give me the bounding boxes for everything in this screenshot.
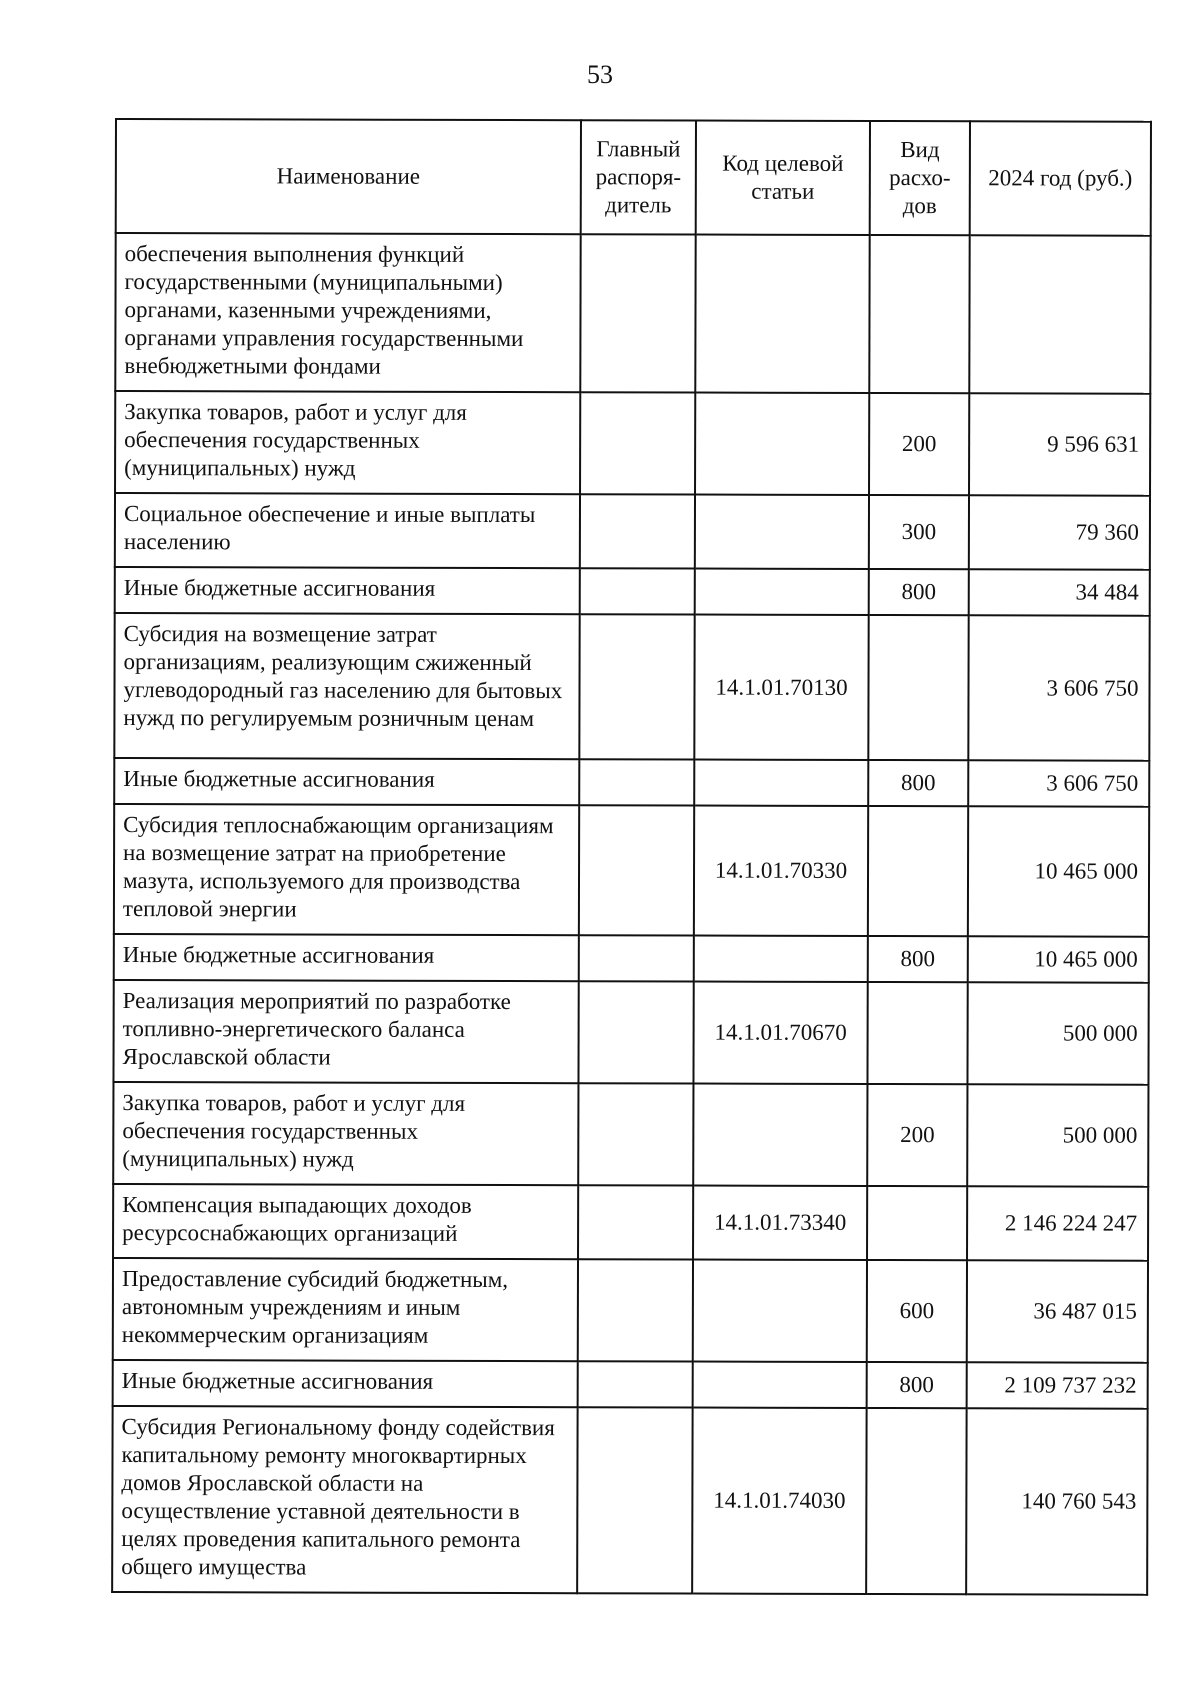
row-amount-cell: 2 146 224 247	[967, 1186, 1148, 1260]
table-row	[114, 804, 1149, 937]
row-target-code-cell	[694, 760, 868, 806]
row-target-code-cell	[694, 936, 868, 982]
row-name-cell: Компенсация выпадающих доходов ресурсоснабжающих организаций	[113, 1184, 578, 1259]
row-amount-cell	[969, 235, 1150, 393]
table-row	[114, 613, 1149, 761]
row-main-manager-cell	[579, 759, 694, 805]
table-row	[115, 493, 1150, 570]
row-expense-type-cell	[868, 806, 968, 936]
table-row	[113, 980, 1148, 1085]
row-expense-type-cell: 800	[868, 760, 968, 806]
row-name-cell: Иные бюджетные ассигнования	[114, 758, 579, 805]
row-main-manager-cell	[580, 392, 695, 494]
row-expense-type-cell	[866, 1408, 966, 1594]
row-name-cell: Иные бюджетные ассигнования	[114, 934, 579, 981]
table-row	[113, 1258, 1148, 1363]
row-expense-type-cell: 600	[867, 1260, 967, 1362]
row-expense-type-cell	[868, 615, 968, 760]
row-name-cell: Субсидия на возмещение затрат организациям, реализующим сжиженный углеводородный газ населению для бытовых нужд по регулируемым розничным ценам	[114, 613, 579, 759]
row-expense-type-cell: 200	[867, 1084, 967, 1186]
header-expense-type: Вид расхо-дов	[870, 121, 970, 235]
table-row	[115, 233, 1150, 394]
row-name-cell: Субсидия теплоснабжающим организациям на возмещение затрат на приобретение мазута, используемого для производства тепловой энергии	[114, 804, 579, 935]
row-target-code-cell: 14.1.01.70330	[694, 806, 868, 936]
row-name-cell: Социальное обеспечение и иные выплаты населению	[115, 493, 580, 568]
row-name-cell: Реализация мероприятий по разработке топливно-энергетического баланса Ярославской области	[113, 980, 578, 1083]
row-target-code-cell	[695, 569, 869, 615]
table-row	[112, 1406, 1147, 1595]
row-main-manager-cell	[578, 1361, 693, 1407]
row-name-cell: обеспечения выполнения функций государственными (муниципальными) органами, казенными учреждениями, органами управления государственными внебюджетными фондами	[115, 233, 580, 392]
header-target-code: Код целевой статьи	[696, 121, 870, 235]
row-amount-cell: 9 596 631	[969, 393, 1150, 495]
row-target-code-cell: 14.1.01.70670	[693, 982, 867, 1084]
header-amount-2024: 2024 год (руб.)	[970, 121, 1151, 235]
page-number: 53	[587, 60, 613, 89]
row-amount-cell: 10 465 000	[968, 936, 1149, 982]
row-target-code-cell	[693, 1362, 867, 1408]
row-expense-type-cell	[867, 982, 967, 1084]
row-expense-type-cell	[869, 235, 969, 393]
budget-table	[111, 118, 1152, 1596]
row-target-code-cell	[695, 393, 869, 495]
row-target-code-cell	[695, 235, 869, 393]
row-target-code-cell: 14.1.01.73340	[693, 1186, 867, 1260]
header-name: Наименование	[116, 119, 581, 234]
row-amount-cell: 34 484	[969, 569, 1150, 615]
row-amount-cell: 3 606 750	[968, 760, 1149, 806]
table-row	[113, 1360, 1148, 1409]
table-header-row	[116, 119, 1151, 236]
row-main-manager-cell	[579, 614, 694, 759]
row-main-manager-cell	[578, 981, 693, 1083]
row-name-cell: Закупка товаров, работ и услуг для обеспечения государственных (муниципальных) нужд	[113, 1082, 578, 1185]
row-target-code-cell	[693, 1260, 867, 1362]
row-name-cell: Иные бюджетные ассигнования	[115, 567, 580, 614]
row-target-code-cell	[693, 1084, 867, 1186]
row-amount-cell: 3 606 750	[968, 615, 1149, 760]
row-main-manager-cell	[578, 1185, 693, 1259]
row-amount-cell: 79 360	[969, 495, 1150, 569]
row-main-manager-cell	[578, 1259, 693, 1361]
row-target-code-cell: 14.1.01.74030	[692, 1408, 866, 1594]
table-body	[112, 233, 1151, 1595]
row-amount-cell: 36 487 015	[967, 1260, 1148, 1362]
row-main-manager-cell	[580, 234, 695, 392]
table-row	[115, 391, 1150, 496]
row-name-cell: Субсидия Региональному фонду содействия капитальному ремонту многоквартирных домов Ярославской области на осуществление уставной деятельности в целях проведения капитального ремонта общего имущества	[112, 1406, 577, 1593]
row-expense-type-cell: 200	[869, 393, 969, 495]
row-expense-type-cell	[867, 1186, 967, 1260]
row-target-code-cell	[695, 495, 869, 569]
row-main-manager-cell	[580, 568, 695, 614]
row-amount-cell: 500 000	[967, 1084, 1148, 1186]
row-name-cell: Предоставление субсидий бюджетным, автономным учреждениям и иным некоммерческим организациям	[113, 1258, 578, 1361]
row-main-manager-cell	[577, 1407, 692, 1593]
row-target-code-cell: 14.1.01.70130	[694, 615, 868, 760]
row-name-cell: Закупка товаров, работ и услуг для обеспечения государственных (муниципальных) нужд	[115, 391, 580, 494]
row-amount-cell: 2 109 737 232	[967, 1362, 1148, 1408]
row-amount-cell: 140 760 543	[966, 1408, 1147, 1594]
row-name-cell: Иные бюджетные ассигнования	[113, 1360, 578, 1407]
table-row	[115, 567, 1150, 616]
row-expense-type-cell: 800	[867, 1362, 967, 1408]
row-main-manager-cell	[580, 494, 695, 568]
table-row	[113, 1082, 1148, 1187]
row-expense-type-cell: 800	[868, 936, 968, 982]
row-expense-type-cell: 800	[869, 569, 969, 615]
row-main-manager-cell	[578, 1083, 693, 1185]
row-main-manager-cell	[579, 935, 694, 981]
row-amount-cell: 10 465 000	[968, 806, 1149, 936]
row-amount-cell: 500 000	[967, 982, 1148, 1084]
table-row	[113, 1184, 1148, 1261]
row-main-manager-cell	[579, 805, 694, 935]
table-row	[114, 934, 1149, 983]
table-row	[114, 758, 1149, 807]
header-main-manager: Главный распоря-дитель	[581, 120, 696, 234]
row-expense-type-cell: 300	[869, 495, 969, 569]
